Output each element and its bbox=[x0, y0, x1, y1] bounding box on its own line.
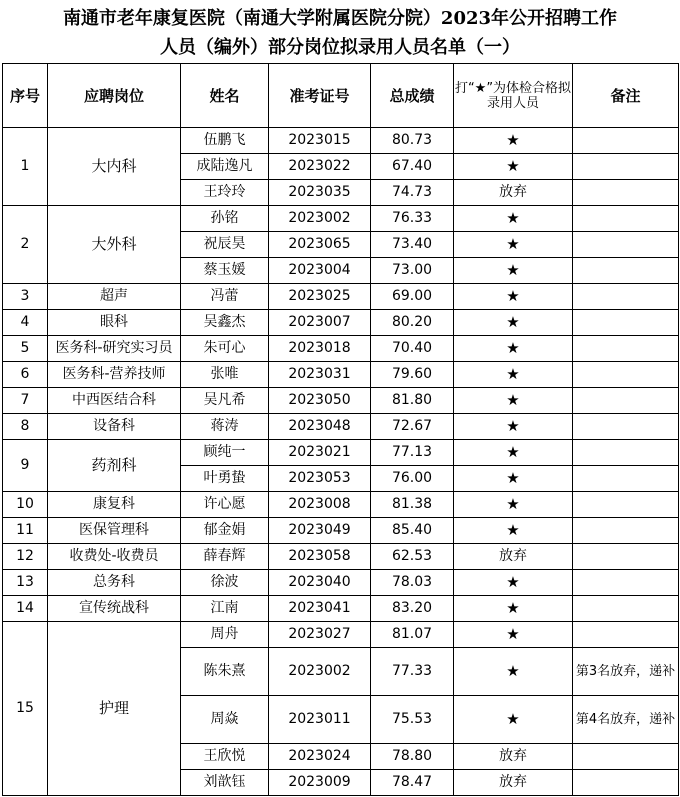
cell-name: 张唯 bbox=[181, 362, 269, 388]
cell-name: 孙铭 bbox=[181, 206, 269, 232]
cell-position: 设备科 bbox=[48, 414, 181, 440]
table-row bbox=[3, 336, 679, 362]
cell-name: 郁金娟 bbox=[181, 518, 269, 544]
table-row bbox=[3, 206, 679, 232]
cell-remark bbox=[573, 440, 679, 466]
cell-name: 伍鹏飞 bbox=[181, 128, 269, 154]
cell-mark: ★ bbox=[454, 622, 573, 648]
cell-score: 72.67 bbox=[371, 414, 454, 440]
cell-index: 7 bbox=[3, 388, 48, 414]
cell-exam-no: 2023041 bbox=[269, 596, 371, 622]
cell-position: 护理 bbox=[48, 622, 181, 796]
table-row bbox=[3, 310, 679, 336]
cell-name: 周舟 bbox=[181, 622, 269, 648]
cell-score: 69.00 bbox=[371, 284, 454, 310]
cell-exam-no: 2023035 bbox=[269, 180, 371, 206]
cell-position: 收费处-收费员 bbox=[48, 544, 181, 570]
cell-name: 冯蕾 bbox=[181, 284, 269, 310]
cell-name: 蒋涛 bbox=[181, 414, 269, 440]
cell-mark: ★ bbox=[454, 258, 573, 284]
cell-score: 73.00 bbox=[371, 258, 454, 284]
cell-exam-no: 2023022 bbox=[269, 154, 371, 180]
cell-exam-no: 2023018 bbox=[269, 336, 371, 362]
cell-score: 76.00 bbox=[371, 466, 454, 492]
table-row bbox=[3, 596, 679, 622]
cell-remark bbox=[573, 232, 679, 258]
cell-remark bbox=[573, 770, 679, 796]
cell-index: 14 bbox=[3, 596, 48, 622]
cell-exam-no: 2023007 bbox=[269, 310, 371, 336]
cell-name: 蔡玉媛 bbox=[181, 258, 269, 284]
cell-score: 70.40 bbox=[371, 336, 454, 362]
cell-name: 祝辰昊 bbox=[181, 232, 269, 258]
cell-score: 73.40 bbox=[371, 232, 454, 258]
cell-mark: ★ bbox=[454, 388, 573, 414]
cell-mark: 放弃 bbox=[454, 744, 573, 770]
table-row bbox=[3, 570, 679, 596]
table-row bbox=[3, 414, 679, 440]
cell-remark: 第3名放弃，递补 bbox=[573, 648, 679, 696]
cell-remark bbox=[573, 310, 679, 336]
cell-name: 吴凡希 bbox=[181, 388, 269, 414]
cell-index: 2 bbox=[3, 206, 48, 284]
cell-position: 宣传统战科 bbox=[48, 596, 181, 622]
cell-position: 眼科 bbox=[48, 310, 181, 336]
table-row bbox=[3, 362, 679, 388]
cell-position: 医保管理科 bbox=[48, 518, 181, 544]
cell-name: 王欣悦 bbox=[181, 744, 269, 770]
cell-exam-no: 2023008 bbox=[269, 492, 371, 518]
table-row bbox=[3, 518, 679, 544]
cell-name: 徐波 bbox=[181, 570, 269, 596]
cell-name: 成陆逸凡 bbox=[181, 154, 269, 180]
header-position: 应聘岗位 bbox=[48, 64, 181, 128]
cell-exam-no: 2023049 bbox=[269, 518, 371, 544]
cell-name: 吴鑫杰 bbox=[181, 310, 269, 336]
cell-mark: ★ bbox=[454, 310, 573, 336]
cell-exam-no: 2023058 bbox=[269, 544, 371, 570]
cell-remark bbox=[573, 744, 679, 770]
cell-index: 11 bbox=[3, 518, 48, 544]
cell-mark: ★ bbox=[454, 696, 573, 744]
cell-mark: ★ bbox=[454, 206, 573, 232]
cell-position: 康复科 bbox=[48, 492, 181, 518]
cell-exam-no: 2023050 bbox=[269, 388, 371, 414]
cell-score: 67.40 bbox=[371, 154, 454, 180]
cell-name: 王玲玲 bbox=[181, 180, 269, 206]
cell-score: 81.80 bbox=[371, 388, 454, 414]
cell-mark: ★ bbox=[454, 466, 573, 492]
cell-index: 12 bbox=[3, 544, 48, 570]
cell-mark: ★ bbox=[454, 362, 573, 388]
cell-exam-no: 2023011 bbox=[269, 696, 371, 744]
cell-exam-no: 2023031 bbox=[269, 362, 371, 388]
cell-mark: ★ bbox=[454, 336, 573, 362]
cell-remark bbox=[573, 336, 679, 362]
cell-position: 超声 bbox=[48, 284, 181, 310]
cell-exam-no: 2023040 bbox=[269, 570, 371, 596]
header-remark: 备注 bbox=[573, 64, 679, 128]
cell-remark bbox=[573, 284, 679, 310]
cell-mark: ★ bbox=[454, 128, 573, 154]
cell-mark: 放弃 bbox=[454, 770, 573, 796]
cell-score: 78.03 bbox=[371, 570, 454, 596]
cell-name: 许心愿 bbox=[181, 492, 269, 518]
cell-exam-no: 2023009 bbox=[269, 770, 371, 796]
cell-position: 大外科 bbox=[48, 206, 181, 284]
cell-name: 周焱 bbox=[181, 696, 269, 744]
cell-remark bbox=[573, 128, 679, 154]
cell-remark bbox=[573, 622, 679, 648]
cell-score: 85.40 bbox=[371, 518, 454, 544]
table-row bbox=[3, 440, 679, 466]
cell-mark: ★ bbox=[454, 648, 573, 696]
cell-mark: ★ bbox=[454, 492, 573, 518]
cell-position: 总务科 bbox=[48, 570, 181, 596]
cell-name: 薛春辉 bbox=[181, 544, 269, 570]
cell-exam-no: 2023002 bbox=[269, 648, 371, 696]
cell-index: 15 bbox=[3, 622, 48, 796]
cell-score: 80.73 bbox=[371, 128, 454, 154]
cell-score: 79.60 bbox=[371, 362, 454, 388]
cell-mark: ★ bbox=[454, 518, 573, 544]
cell-remark bbox=[573, 518, 679, 544]
table-row bbox=[3, 388, 679, 414]
cell-score: 76.33 bbox=[371, 206, 454, 232]
cell-exam-no: 2023002 bbox=[269, 206, 371, 232]
cell-name: 刘歆钰 bbox=[181, 770, 269, 796]
cell-remark bbox=[573, 544, 679, 570]
cell-position: 药剂科 bbox=[48, 440, 181, 492]
cell-score: 78.47 bbox=[371, 770, 454, 796]
header-name: 姓名 bbox=[181, 64, 269, 128]
cell-mark: ★ bbox=[454, 284, 573, 310]
cell-score: 77.33 bbox=[371, 648, 454, 696]
cell-exam-no: 2023004 bbox=[269, 258, 371, 284]
cell-remark bbox=[573, 414, 679, 440]
cell-mark: ★ bbox=[454, 570, 573, 596]
cell-score: 77.13 bbox=[371, 440, 454, 466]
cell-score: 81.38 bbox=[371, 492, 454, 518]
cell-exam-no: 2023053 bbox=[269, 466, 371, 492]
cell-remark bbox=[573, 466, 679, 492]
cell-exam-no: 2023065 bbox=[269, 232, 371, 258]
header-score: 总成绩 bbox=[371, 64, 454, 128]
cell-position: 大内科 bbox=[48, 128, 181, 206]
cell-index: 4 bbox=[3, 310, 48, 336]
cell-exam-no: 2023024 bbox=[269, 744, 371, 770]
cell-name: 朱可心 bbox=[181, 336, 269, 362]
cell-exam-no: 2023015 bbox=[269, 128, 371, 154]
header-row bbox=[3, 64, 679, 128]
title-line-2: 人员（编外）部分岗位拟录用人员名单（一） bbox=[160, 37, 520, 58]
document-title bbox=[0, 4, 680, 62]
table-row bbox=[3, 622, 679, 648]
cell-score: 83.20 bbox=[371, 596, 454, 622]
cell-mark: ★ bbox=[454, 414, 573, 440]
cell-remark bbox=[573, 362, 679, 388]
cell-position: 医务科-研究实习员 bbox=[48, 336, 181, 362]
cell-remark bbox=[573, 492, 679, 518]
cell-remark bbox=[573, 570, 679, 596]
cell-index: 1 bbox=[3, 128, 48, 206]
cell-score: 62.53 bbox=[371, 544, 454, 570]
cell-index: 13 bbox=[3, 570, 48, 596]
table-row bbox=[3, 544, 679, 570]
cell-exam-no: 2023027 bbox=[269, 622, 371, 648]
cell-index: 3 bbox=[3, 284, 48, 310]
cell-mark: ★ bbox=[454, 232, 573, 258]
cell-remark bbox=[573, 206, 679, 232]
table-row bbox=[3, 284, 679, 310]
cell-exam-no: 2023025 bbox=[269, 284, 371, 310]
cell-name: 江南 bbox=[181, 596, 269, 622]
cell-mark: ★ bbox=[454, 154, 573, 180]
cell-score: 74.73 bbox=[371, 180, 454, 206]
cell-remark bbox=[573, 388, 679, 414]
table-row bbox=[3, 492, 679, 518]
cell-name: 陈朱熹 bbox=[181, 648, 269, 696]
header-mark: 打“★”为体检合格拟录用人员 bbox=[454, 64, 573, 128]
cell-score: 81.07 bbox=[371, 622, 454, 648]
cell-exam-no: 2023021 bbox=[269, 440, 371, 466]
cell-mark: 放弃 bbox=[454, 544, 573, 570]
cell-mark: ★ bbox=[454, 440, 573, 466]
cell-remark: 第4名放弃，递补 bbox=[573, 696, 679, 744]
candidate-table bbox=[2, 63, 679, 796]
cell-name: 顾纯一 bbox=[181, 440, 269, 466]
cell-index: 5 bbox=[3, 336, 48, 362]
cell-position: 中西医结合科 bbox=[48, 388, 181, 414]
cell-index: 8 bbox=[3, 414, 48, 440]
cell-remark bbox=[573, 180, 679, 206]
cell-score: 75.53 bbox=[371, 696, 454, 744]
cell-index: 9 bbox=[3, 440, 48, 492]
cell-mark: ★ bbox=[454, 596, 573, 622]
cell-position: 医务科-营养技师 bbox=[48, 362, 181, 388]
cell-index: 10 bbox=[3, 492, 48, 518]
header-index: 序号 bbox=[3, 64, 48, 128]
cell-remark bbox=[573, 258, 679, 284]
cell-remark bbox=[573, 154, 679, 180]
table-body bbox=[3, 128, 679, 796]
cell-mark: 放弃 bbox=[454, 180, 573, 206]
cell-exam-no: 2023048 bbox=[269, 414, 371, 440]
cell-index: 6 bbox=[3, 362, 48, 388]
cell-remark bbox=[573, 596, 679, 622]
cell-name: 叶勇蛰 bbox=[181, 466, 269, 492]
table-row bbox=[3, 128, 679, 154]
title-line-1: 南通市老年康复医院（南通大学附属医院分院）2023年公开招聘工作 bbox=[62, 8, 618, 29]
cell-score: 78.80 bbox=[371, 744, 454, 770]
cell-score: 80.20 bbox=[371, 310, 454, 336]
header-exam-no: 准考证号 bbox=[269, 64, 371, 128]
